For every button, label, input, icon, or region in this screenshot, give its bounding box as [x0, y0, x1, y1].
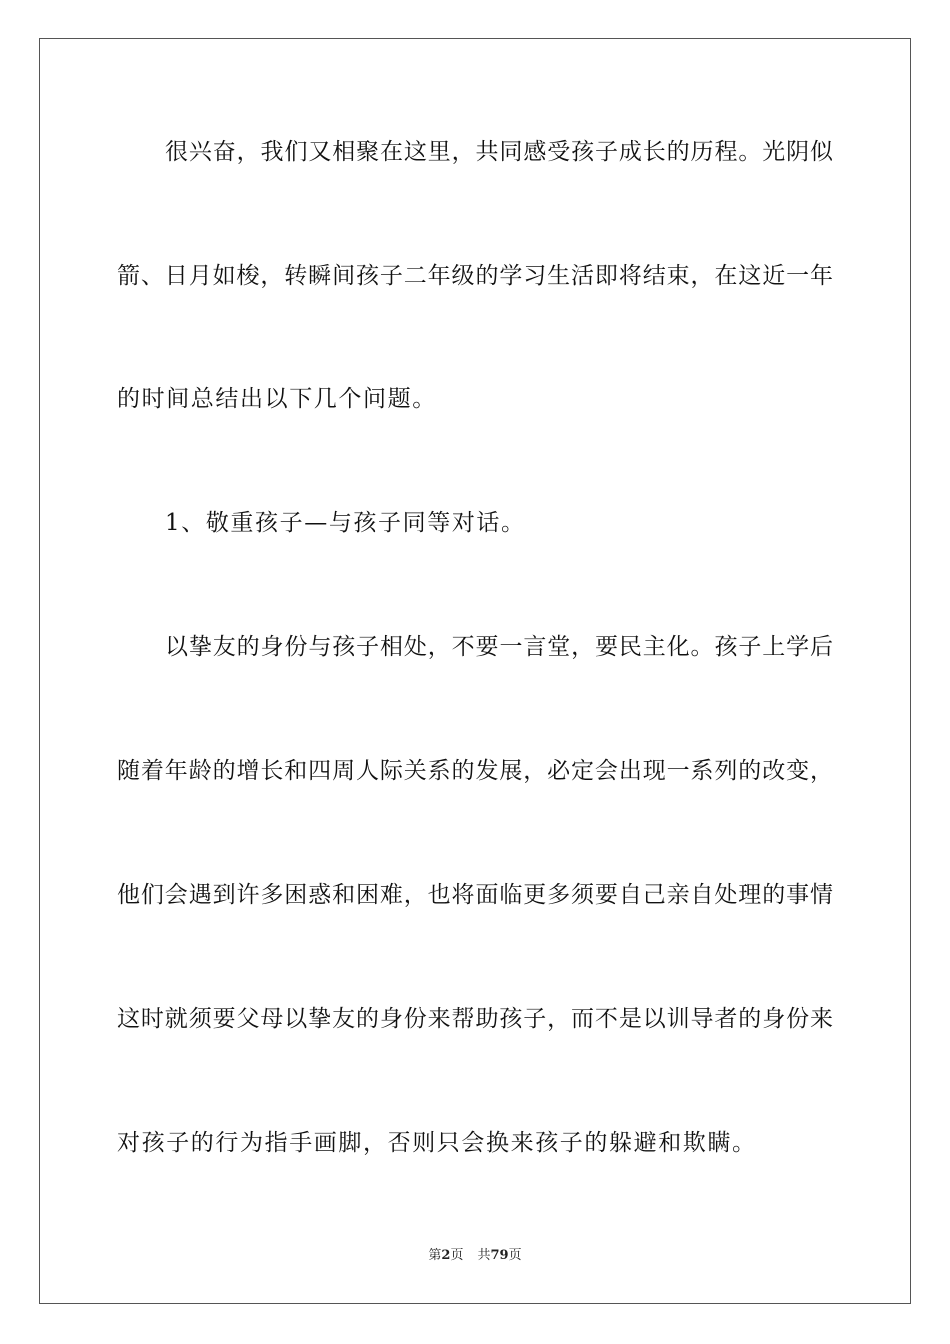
- paragraph-2-line-5: 对孩子的行为指手画脚，否则只会换来孩子的躲避和欺瞒。: [117, 1130, 757, 1156]
- paragraph-1-line-3: 的时间总结出以下几个问题。: [117, 386, 437, 412]
- paragraph-1-line-1: 很兴奋，我们又相聚在这里，共同感受孩子成长的历程。光阴似: [165, 139, 833, 165]
- page-prefix: 第: [428, 1248, 442, 1263]
- total-suffix: 页: [508, 1248, 522, 1263]
- page-number: 2: [441, 1248, 451, 1263]
- section-heading-1: 1、敬重孩子—与孩子同等对话。: [165, 510, 526, 536]
- page-suffix: 页: [450, 1248, 464, 1263]
- paragraph-2-line-3: 他们会遇到许多困惑和困难，也将面临更多须要自己亲自处理的事情: [117, 882, 833, 908]
- page-border: [39, 38, 911, 1304]
- total-pages: 79: [490, 1248, 509, 1263]
- paragraph-2-line-1: 以挚友的身份与孩子相处，不要一言堂，要民主化。孩子上学后: [165, 634, 833, 660]
- paragraph-2-line-2: 随着年龄的增长和四周人际关系的发展，必定会出现一系列的改变，: [117, 758, 833, 784]
- page-footer: [0, 1247, 950, 1265]
- paragraph-2-line-4: 这时就须要父母以挚友的身份来帮助孩子，而不是以训导者的身份来: [117, 1006, 833, 1032]
- total-prefix: 共: [477, 1248, 491, 1263]
- paragraph-1-line-2: 箭、日月如梭，转瞬间孩子二年级的学习生活即将结束，在这近一年: [117, 263, 833, 289]
